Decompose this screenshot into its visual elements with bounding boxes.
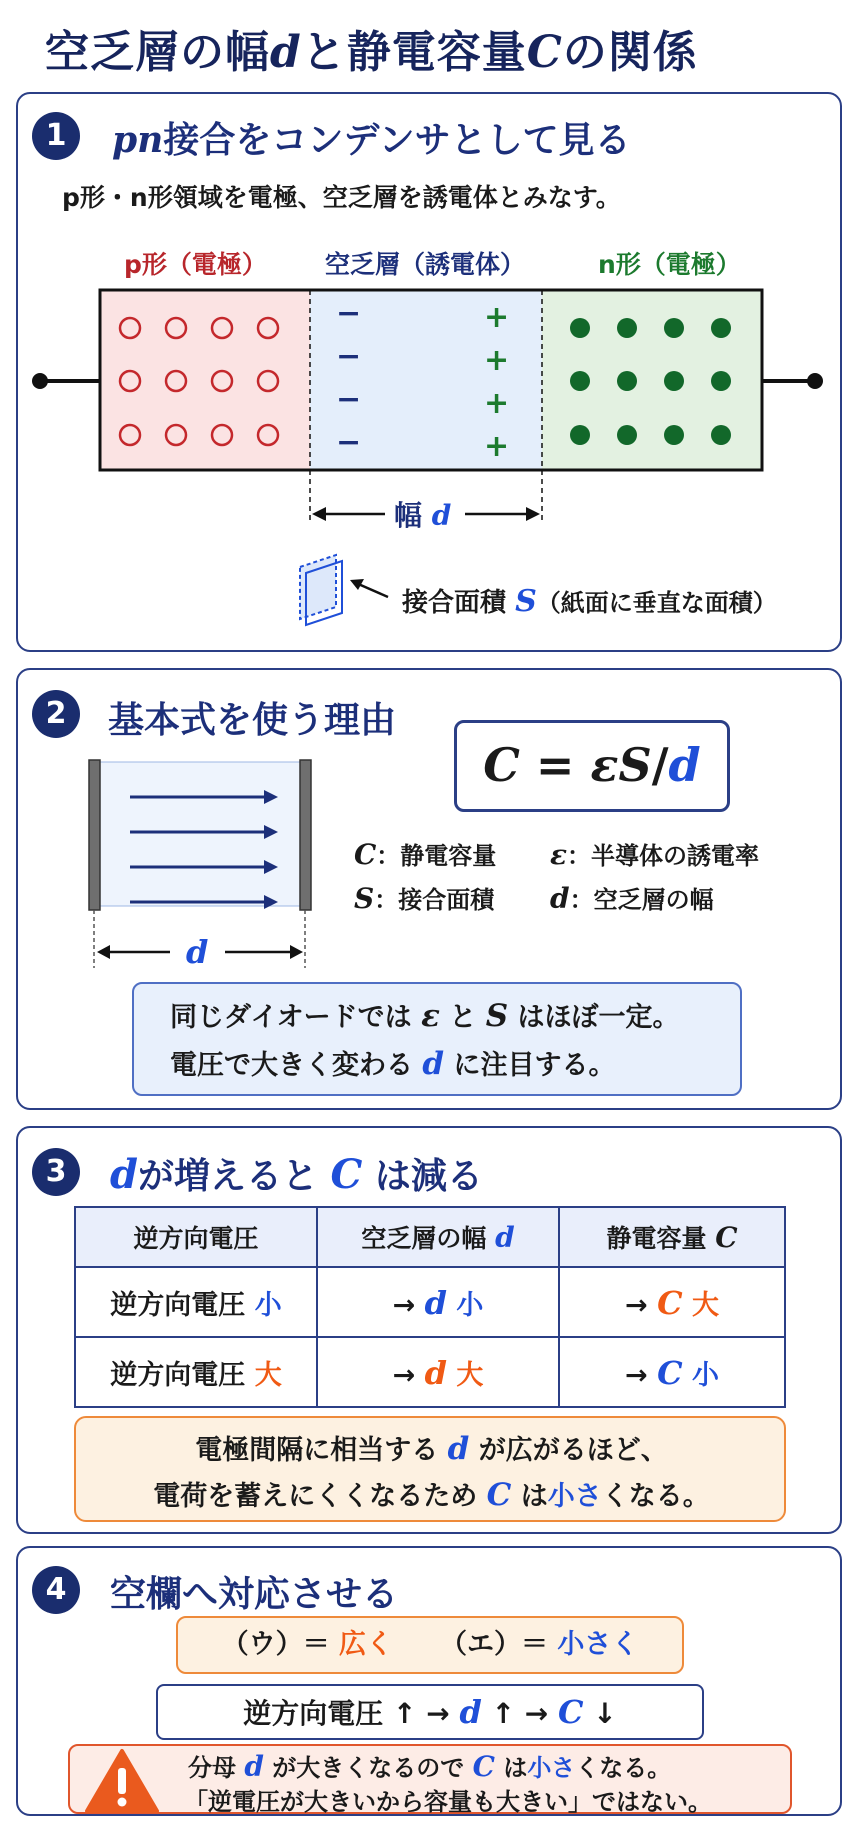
table-header-row (75, 1207, 785, 1267)
title-var-pn: pn (112, 119, 164, 161)
title-text: が増えると (137, 1156, 318, 1197)
right-terminal (807, 373, 823, 389)
section-4-title: 空欄へ対応させる (110, 1574, 399, 1615)
answer-box (176, 1616, 684, 1674)
note-var-s: S (485, 998, 509, 1034)
answer-e-value: 小さく (557, 1629, 639, 1660)
def-var: ε (550, 838, 568, 871)
header-var-c: C (715, 1221, 738, 1254)
arrowhead (290, 945, 303, 959)
warning-line-2: 「逆電圧が大きいから容量も大きい」ではない。 (184, 1788, 712, 1816)
minus-charge: − (336, 382, 362, 417)
chain-var-c: C (558, 1693, 584, 1731)
capacitor-gap-label: d (186, 933, 209, 971)
minus-charge: − (336, 425, 362, 460)
label-depletion: 空乏層（誘電体） (325, 250, 526, 279)
warning-text: 分母 (188, 1754, 236, 1782)
right-plate (300, 760, 311, 910)
comparison-table (74, 1206, 786, 1408)
electron (664, 371, 684, 391)
cell-var-c: C (657, 1283, 683, 1322)
cell-size: 小 (254, 1289, 282, 1321)
note-text: 電極間隔に相当する (195, 1435, 439, 1466)
cell-size: 小 (456, 1289, 484, 1321)
warning-var-c: C (472, 1750, 495, 1783)
title-part: 空乏層の幅 (45, 27, 270, 78)
definition-s (354, 880, 494, 915)
cell-voltage (75, 1267, 317, 1337)
note-text: は (520, 1481, 548, 1512)
chain-text: ↓ (593, 1697, 617, 1730)
electron (570, 425, 590, 445)
section-2-note-line-1 (170, 995, 680, 1034)
formula-equals: = (519, 738, 591, 792)
area-label-text: 接合面積 (402, 588, 507, 618)
electron (617, 425, 637, 445)
note-text: 電圧で大きく変わる (170, 1050, 413, 1081)
header-text: 空乏層の幅 (361, 1224, 487, 1253)
cell-size: 大 (254, 1359, 282, 1391)
def-var: d (550, 882, 570, 915)
section-4-badge: 4 (32, 1566, 80, 1614)
warning-icon (84, 1748, 160, 1814)
cell-size: 小 (691, 1359, 719, 1391)
warning-line-1 (188, 1748, 671, 1783)
definition-c (354, 836, 496, 871)
title-var-c: C (526, 27, 563, 78)
title-text: 接合をコンデンサとして見る (163, 120, 631, 161)
area-label (402, 582, 777, 619)
width-label-text: 幅 (394, 499, 423, 532)
table-row (75, 1337, 785, 1407)
section-3-note-line-2 (0, 1474, 863, 1513)
def-text: ：半導体の誘電率 (567, 842, 760, 870)
def-var: C (354, 838, 377, 871)
electron (617, 371, 637, 391)
electron (570, 371, 590, 391)
def-var: S (354, 882, 375, 915)
answer-u-value: 広く (339, 1629, 393, 1660)
header-width (317, 1207, 559, 1267)
minus-charge: − (336, 339, 362, 374)
warning-text: が大きくなるので (272, 1754, 465, 1782)
answer-e-label: （エ）＝ (440, 1629, 548, 1660)
def-text: ：空乏層の幅 (569, 886, 714, 914)
cell-text: 逆方向電圧 (110, 1359, 246, 1391)
area-var-s: S (515, 584, 537, 619)
formula-epsilon: ε (590, 738, 619, 792)
plus-charge: + (484, 386, 510, 421)
electron (711, 425, 731, 445)
electron (617, 318, 637, 338)
cell-width (317, 1337, 559, 1407)
note-text: と (449, 1002, 477, 1033)
electron (570, 318, 590, 338)
formula-c: C (483, 738, 520, 792)
area-icon (300, 555, 342, 625)
label-p-type: p形（電極） (124, 250, 267, 279)
section-2-note-line-2 (170, 1043, 616, 1082)
note-var-d: d (447, 1431, 470, 1467)
section-3-title (110, 1148, 483, 1199)
plus-charge: + (484, 343, 510, 378)
arrowhead (312, 507, 326, 521)
note-var-eps: ε (421, 998, 440, 1034)
page-title (45, 16, 698, 80)
section-2-badge: 2 (32, 690, 80, 738)
warning-text: くなる。 (575, 1754, 672, 1782)
cell-var-d: d (424, 1283, 447, 1322)
label-n-type: n形（電極） (598, 250, 741, 279)
title-var-d: d (110, 1151, 138, 1198)
cell-capacitance (559, 1337, 785, 1407)
minus-charge: − (336, 296, 362, 331)
plus-charge: + (484, 300, 510, 335)
header-capacitance (559, 1207, 785, 1267)
definition-epsilon (550, 836, 759, 871)
cell-arrow: → (625, 1289, 648, 1321)
section-2-title: 基本式を使う理由 (108, 700, 397, 741)
title-text: は減る (374, 1156, 483, 1197)
warning-text: は (503, 1754, 528, 1782)
formula-slash: / (651, 738, 669, 792)
note-text: が広がるほど、 (478, 1435, 668, 1466)
cell-size: 大 (691, 1289, 719, 1321)
header-var-d: d (495, 1221, 515, 1254)
title-part: の関係 (562, 27, 698, 78)
cell-arrow: → (392, 1289, 416, 1321)
cell-var-d: d (424, 1353, 447, 1392)
cell-capacitance (559, 1267, 785, 1337)
left-plate (89, 760, 100, 910)
cell-width (317, 1267, 559, 1337)
cell-var-c: C (657, 1353, 683, 1392)
definition-d (550, 880, 714, 915)
header-text: 静電容量 (606, 1224, 707, 1253)
electron (711, 371, 731, 391)
formula-s: S (618, 738, 652, 792)
header-voltage: 逆方向電圧 (75, 1207, 317, 1267)
arrowhead (97, 945, 110, 959)
table-row (75, 1267, 785, 1337)
title-var-c: C (330, 1151, 363, 1198)
note-var-d: d (422, 1046, 445, 1082)
section-1-subtitle: p形・n形領域を電極、空乏層を誘電体とみなす。 (62, 183, 621, 212)
area-note: （紙面に垂直な面積） (536, 589, 777, 617)
parallel-plate-capacitor (0, 750, 330, 980)
section-3-badge: 3 (32, 1148, 80, 1196)
cell-arrow: → (392, 1359, 416, 1391)
title-var-d: d (270, 27, 302, 78)
note-text: に注目する。 (453, 1050, 616, 1081)
width-label (394, 494, 451, 534)
electron (664, 425, 684, 445)
formula-box (454, 720, 730, 812)
note-var-c: C (486, 1477, 512, 1513)
left-terminal (32, 373, 48, 389)
electron (711, 318, 731, 338)
section-1-title (112, 112, 631, 163)
cell-size: 大 (456, 1359, 484, 1391)
def-text: ：静電容量 (376, 842, 497, 870)
note-text: 同じダイオードでは (170, 1002, 412, 1033)
cell-arrow: → (625, 1359, 648, 1391)
chain-text: ↑ → (491, 1697, 549, 1730)
answer-u-label: （ウ）＝ (221, 1629, 330, 1660)
section-1-badge: 1 (32, 112, 80, 160)
def-text: ：接合面積 (374, 886, 495, 914)
note-text: 電荷を蓄えにくくなるため (153, 1481, 478, 1512)
arrowhead (526, 507, 540, 521)
chain-var-d: d (459, 1693, 482, 1731)
chain-box (156, 1684, 704, 1740)
warning-small: 小さ (527, 1754, 576, 1782)
cell-voltage (75, 1337, 317, 1407)
cell-text: 逆方向電圧 (110, 1289, 246, 1321)
note-small: 小さ (547, 1481, 602, 1512)
title-part: と静電容量 (301, 27, 527, 78)
chain-text: 逆方向電圧 ↑ → (243, 1697, 450, 1730)
warning-var-d: d (244, 1750, 264, 1783)
electron (664, 318, 684, 338)
plus-charge: + (484, 429, 510, 464)
formula-d: d (668, 738, 701, 792)
section-3-note-line-1 (0, 1428, 863, 1467)
note-text: くなる。 (601, 1481, 710, 1512)
note-text: はほぼ一定。 (517, 1002, 680, 1033)
width-var-d: d (431, 499, 452, 532)
area-pointer (356, 583, 388, 597)
